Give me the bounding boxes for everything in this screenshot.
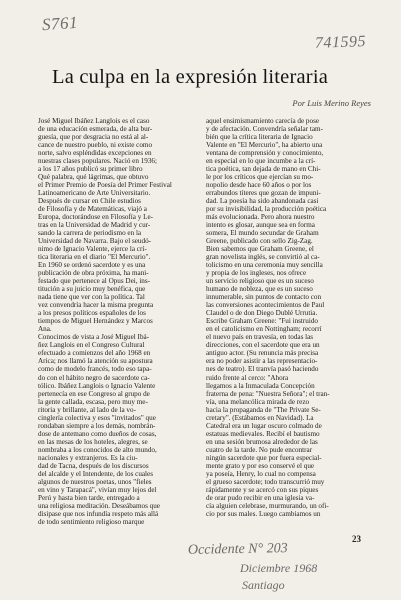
article-text-line: tras en la Universidad de Madrid y cur-: [38, 221, 151, 230]
article-text-line: a los presos políticos españoles de los: [38, 309, 146, 318]
article-text-line: en las mesas de los hoteles, alegres, se: [38, 437, 148, 446]
article-text-line: festado que pertenece al Opus Dei, ins-: [38, 277, 151, 286]
article-text-line: el Primer Premio de Poesía del Primer Festival: [38, 181, 172, 190]
article-text-line: ventana de comprensión y conocimiento,: [206, 149, 324, 158]
article-text-line: era no poder asistir a las representacio-: [206, 357, 318, 366]
article-text-line: le por los críticos que ejercían su mo-: [206, 173, 314, 182]
article-text-line: algunos de nuestros poetas, unos "fieles: [38, 477, 152, 486]
article-text-line: del alcalde y el Intendente, de los cuales: [38, 469, 153, 478]
article-text-line: ningún sacerdote que por fuera especial-: [206, 453, 322, 462]
article-text-line: tica literaria en el diario "El Mercurio".: [38, 253, 151, 262]
article-text-line: titución a su juicio muy benéfica, que: [38, 285, 146, 294]
article-text-line: a los 17 años publicó su primer libro: [38, 165, 143, 174]
handwritten-source-date: Diciembre 1968: [240, 561, 318, 575]
article-text-line: cinglería colectiva y esos "invitados" que: [38, 413, 156, 422]
article-text-line: En 1960 se ordenó sacerdote y es una: [38, 261, 146, 270]
article-text-line: y propia de los ingleses, nos ofrece: [206, 269, 307, 278]
article-text-line: nombraba a los conocidos de alto mundo,: [38, 445, 157, 454]
article-text-line: un servicio religioso que es un suceso: [206, 277, 314, 286]
article-text-line: ruido frente al cerco: "Ahora: [206, 373, 289, 382]
article-text-line: intento es glosar, aunque sea en forma: [206, 221, 315, 230]
article-text-line: Conocimos de vista a José Miguel Ibá-: [38, 333, 150, 342]
article-text-line: aquel ensimismamiento carecía de pose: [206, 117, 320, 125]
article-text-line: Claudel o de don Diego Dublé Urrutia.: [206, 309, 318, 318]
article-text-line: Perú y hasta bien tarde, entregado a: [38, 493, 140, 502]
article-text-line: tiempos de Miguel Hernández y Marcos: [38, 317, 153, 326]
article-text-line: Escribe Graham Greene: "Fui instruido: [206, 317, 318, 326]
article-text-line: dose de antemano como dueños de cosas,: [38, 429, 157, 438]
article-text-line: gran novelista inglés, se convirtió al ca-: [206, 253, 320, 262]
page-number: 23: [352, 534, 361, 544]
article-text-line: rondaban siempre a los demás, nombrán-: [38, 421, 156, 430]
article-text-line: cuatro de la tarde. No pude encontrar: [206, 445, 313, 454]
article-text-line: de orar pudo recibir en una iglesia va-: [206, 493, 315, 502]
article-text-line: nacionales y extranjeros. Es la ciu-: [38, 453, 138, 462]
article-text-line: cretary". (Estábamos en Navidad). La: [206, 413, 314, 422]
article-text-line: Universidad de Navarra. Bajo el seudó-: [38, 237, 152, 246]
article-text-line: por su invisibilidad, la producción poética: [206, 205, 327, 214]
article-text-line: Catedral era un lugar oscuro colmado de: [206, 421, 322, 430]
article-text-line: publicación de obra próxima, ha mani-: [38, 269, 149, 278]
article-text-line: estatuas medievales. Recibí el bautismo: [206, 429, 320, 438]
article-text-line: en una sesión brumosa alrededor de las: [206, 437, 318, 446]
article-text-line: Ana.: [38, 325, 52, 334]
article-text-line: de todo sentimiento religioso marque: [38, 517, 145, 526]
article-text-line: innumerable, sin puntos de contacto con: [206, 293, 322, 302]
article-author: Por Luis Merino Reyes: [292, 98, 371, 108]
article-text-line: hacia la propaganda de "The Private Se-: [206, 405, 321, 414]
article-text-line: tolicismo en una ceremonia muy sencilla: [206, 261, 323, 270]
article-text-line: bién que la crítica literaria de Ignacio: [206, 133, 313, 142]
article-text-line: disipase que nos infundía respeto más allá: [38, 509, 159, 518]
handwritten-source-city: Santiago: [242, 578, 285, 592]
article-text-line: ñez Langlois en el Congreso Cultural: [38, 341, 145, 350]
article-text-line: nada tiene que ver con la política. Tal: [38, 293, 145, 302]
article-text-line: dad de Tacna, después de los discursos: [38, 461, 149, 470]
article-text-line: cía alguien celebrase, murmurando, un ofi-: [206, 501, 329, 510]
article-text-line: Europa, doctorándose en Filosofía y Le-: [38, 213, 154, 222]
article-text-line: la gente callada, escasa, pero muy me-: [38, 397, 148, 406]
article-text-line: de una educación esmerada, de alta bur-: [38, 125, 153, 134]
article-text-line: más evolucionada. Pero ahora nuestro: [206, 213, 315, 222]
article-text-line: sando la carrera de periodismo en la: [38, 229, 142, 238]
article-text-line: antiguo actor. (Su renuncia más precisa: [206, 349, 319, 358]
article-text-line: ya poseía, Henry, lo cual no compensa: [206, 469, 316, 478]
article-text-line: Latinoamericano de Arte Universitario.: [38, 189, 151, 198]
article-text-line: en el catolicismo en Nottingham; recorrí: [206, 325, 322, 334]
article-text-line: ritoria y brillante, al lado de la vo-: [38, 405, 136, 414]
article-text-line: de Filosofía y de Matemáticas, viajó a: [38, 205, 147, 214]
article-text-line: nes de teatro). El tranvía pasó haciendo: [206, 365, 319, 374]
article-text-line: do con el hábito negro de sacerdote ca-: [38, 373, 150, 382]
article-text-line: nuestras clases populares. Nació en 1936;: [38, 157, 157, 166]
article-text-line: José Miguel Ibáñez Langlois es el caso: [38, 117, 150, 125]
article-text-line: vez convendría hacer la misma pregunta: [38, 301, 154, 310]
article-text-line: efectuado a comienzos del año 1968 en: [38, 349, 151, 358]
article-text-line: Greene, publicado con sello Zig-Zag.: [206, 237, 313, 246]
article-text-line: Valente en "El Mercurio", ha abierto una: [206, 141, 323, 150]
article-text-line: como de modelo francés, todo eso tapa-: [38, 365, 152, 374]
article-text-line: cance de nuestro pueblo, ni existe como: [38, 141, 153, 150]
article-column-left: [38, 117, 198, 526]
article-text-line: pertenecía en ese Congreso al grupo de: [38, 389, 150, 398]
article-text-line: norte, salvo espléndidas excepciones en: [38, 149, 152, 158]
article-text-line: el grueso sacerdote; todo transcurrió muy: [206, 477, 325, 486]
article-text-line: una religiosa meditación. Deseábamos que: [38, 501, 160, 510]
handwritten-source-publication: Occidente N° 203: [187, 541, 288, 558]
article-text-line: errabundos títeres que gozan de impuni-: [206, 189, 321, 198]
article-column-right: [206, 117, 366, 518]
article-text-line: el nuevo país en travesía, en todas las: [206, 333, 314, 342]
article-text-line: Bien sabemos que Graham Greene, el: [206, 245, 314, 254]
article-text-line: nimo de Ignacio Valente, ejerce la crí-: [38, 245, 147, 254]
article-text-line: tólico. Ibáñez Langlois o Ignacio Valente: [38, 381, 156, 390]
article-text-line: mente grato y por eso conservé el que: [206, 461, 315, 470]
article-text-line: y de afectación. Convendría señalar tam-: [206, 125, 323, 134]
article-text-line: nopolio desde hace 60 años o por los: [206, 181, 312, 190]
article-text-line: humano de nobleza, que es un suceso: [206, 285, 313, 294]
article-text-line: vía, una melancólica mirada de rezo: [206, 397, 310, 406]
article-text-line: dad. La poesía ha sido abandonada casi: [206, 197, 319, 206]
handwritten-catalog-number: S761: [41, 12, 79, 35]
handwritten-archive-code: 741595: [314, 33, 367, 52]
article-text-line: fraterna de pena: "Nuestra Señora"; el tran-: [206, 389, 330, 398]
article-text-line: en especial en lo que incumbe a la crí-: [206, 157, 316, 166]
article-text-line: en vino y Tarapacá", vivían muy lejos del: [38, 485, 157, 494]
article-text-line: las conversiones acontecimientos de Paul: [206, 301, 325, 310]
article-text-line: tica poética, tan dejada de mano en Chi-: [206, 165, 321, 174]
article-text-line: llegamos a la Inmaculada Concepción: [206, 381, 315, 390]
article-text-line: Después de cursar en Chile estudios: [38, 197, 141, 206]
article-text-line: Arica; nos llamó la atención su apostura: [38, 357, 153, 366]
article-text-line: Qué palabra, qué lágrimas, que obtuvo: [38, 173, 149, 182]
article-title: La culpa en la expresión literaria: [52, 66, 329, 88]
article-text-line: cio por sus males. Luego cambiamos un: [206, 509, 321, 518]
article-text-line: guesía, que por desgracia no está al al-: [38, 133, 149, 142]
article-text-line: somera, El mundo secundar de Graham: [206, 229, 319, 238]
article-text-line: rápidamente y se acercó con sus piques: [206, 485, 319, 494]
article-text-line: direcciones, con el sacerdote que era un: [206, 341, 320, 350]
